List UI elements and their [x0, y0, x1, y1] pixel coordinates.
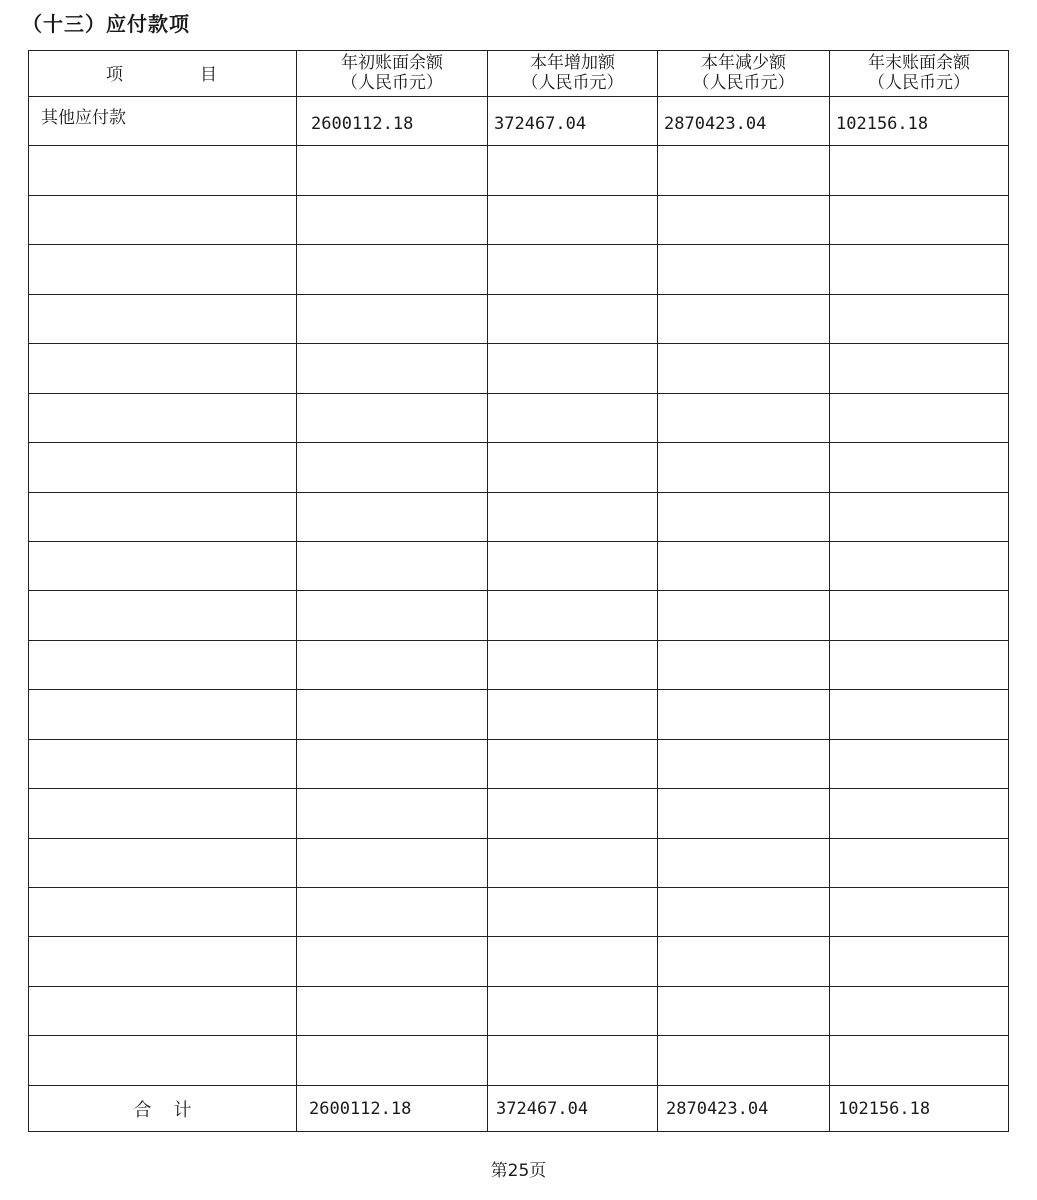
total-decrease: 2870423.04 — [658, 1086, 830, 1132]
item-name-cell — [29, 739, 297, 788]
decrease-cell — [658, 1036, 830, 1086]
decrease-cell — [658, 245, 830, 294]
opening-balance-cell — [297, 344, 488, 393]
decrease-cell — [658, 838, 830, 887]
header-increase-unit: （人民币元） — [521, 73, 624, 93]
decrease-cell — [658, 888, 830, 937]
decrease-cell — [658, 393, 830, 442]
opening-balance-cell — [297, 739, 488, 788]
header-closing-balance-unit: （人民币元） — [868, 73, 970, 93]
decrease-cell — [658, 492, 830, 541]
total-closing-balance: 102156.18 — [830, 1086, 1009, 1132]
increase-cell: 372467.04 — [488, 97, 658, 146]
closing-balance-cell — [830, 789, 1009, 838]
increase-cell — [488, 739, 658, 788]
opening-balance-cell — [297, 1036, 488, 1086]
opening-balance-cell — [297, 937, 488, 986]
closing-balance-cell — [830, 690, 1009, 739]
opening-balance-cell — [297, 986, 488, 1035]
table-row — [29, 937, 1009, 986]
closing-balance-cell — [830, 640, 1009, 689]
closing-balance-cell — [830, 443, 1009, 492]
increase-cell — [488, 245, 658, 294]
table-row — [29, 344, 1009, 393]
item-name-cell — [29, 492, 297, 541]
closing-balance-cell — [830, 393, 1009, 442]
decrease-cell: 2870423.04 — [658, 97, 830, 146]
closing-balance-cell — [830, 739, 1009, 788]
header-item — [29, 51, 297, 97]
section-title: （十三）应付款项 — [22, 12, 190, 36]
table-row — [29, 986, 1009, 1035]
item-name-cell — [29, 838, 297, 887]
total-increase: 372467.04 — [488, 1086, 658, 1132]
table-row — [29, 97, 1009, 146]
increase-cell — [488, 443, 658, 492]
closing-balance-cell — [830, 146, 1009, 195]
increase-cell — [488, 690, 658, 739]
decrease-cell — [658, 294, 830, 343]
opening-balance-cell: 2600112.18 — [297, 97, 488, 146]
header-closing-balance — [830, 51, 1009, 97]
increase-cell — [488, 789, 658, 838]
decrease-cell — [658, 789, 830, 838]
increase-cell — [488, 393, 658, 442]
header-decrease-title: 本年减少额 — [701, 53, 786, 73]
increase-cell — [488, 195, 658, 244]
table-row — [29, 640, 1009, 689]
closing-balance-cell — [830, 591, 1009, 640]
table-row — [29, 541, 1009, 590]
closing-balance-cell — [830, 245, 1009, 294]
payables-table — [28, 50, 1009, 1132]
item-name-cell — [29, 986, 297, 1035]
header-decrease-unit: （人民币元） — [692, 73, 795, 93]
opening-balance-cell — [297, 492, 488, 541]
item-name-cell — [29, 640, 297, 689]
item-name-cell — [29, 195, 297, 244]
table-row — [29, 245, 1009, 294]
item-name-cell — [29, 888, 297, 937]
opening-balance-cell — [297, 294, 488, 343]
total-row — [29, 1086, 1009, 1132]
closing-balance-cell — [830, 986, 1009, 1035]
table-row — [29, 195, 1009, 244]
table-row — [29, 443, 1009, 492]
increase-cell — [488, 937, 658, 986]
decrease-cell — [658, 640, 830, 689]
header-decrease — [658, 51, 830, 97]
table-row — [29, 739, 1009, 788]
opening-balance-cell — [297, 591, 488, 640]
header-increase — [488, 51, 658, 97]
item-name-cell — [29, 245, 297, 294]
increase-cell — [488, 591, 658, 640]
table-row — [29, 789, 1009, 838]
decrease-cell — [658, 195, 830, 244]
closing-balance-cell — [830, 838, 1009, 887]
increase-cell — [488, 838, 658, 887]
opening-balance-cell — [297, 146, 488, 195]
header-opening-balance — [297, 51, 488, 97]
table-row — [29, 492, 1009, 541]
closing-balance-cell: 102156.18 — [830, 97, 1009, 146]
item-name-cell — [29, 591, 297, 640]
header-item-title: 项 目 — [106, 64, 247, 85]
decrease-cell — [658, 146, 830, 195]
item-name-cell — [29, 1036, 297, 1086]
increase-cell — [488, 640, 658, 689]
opening-balance-cell — [297, 393, 488, 442]
item-name-cell — [29, 690, 297, 739]
decrease-cell — [658, 443, 830, 492]
opening-balance-cell — [297, 640, 488, 689]
item-name-cell — [29, 789, 297, 838]
table-row — [29, 1036, 1009, 1086]
decrease-cell — [658, 986, 830, 1035]
item-name-cell — [29, 146, 297, 195]
opening-balance-cell — [297, 443, 488, 492]
table-row — [29, 690, 1009, 739]
increase-cell — [488, 344, 658, 393]
table-header-row — [29, 51, 1009, 97]
total-label: 合计 — [29, 1086, 297, 1132]
header-increase-title: 本年增加额 — [530, 53, 615, 73]
opening-balance-cell — [297, 789, 488, 838]
decrease-cell — [658, 739, 830, 788]
total-opening-balance: 2600112.18 — [297, 1086, 488, 1132]
decrease-cell — [658, 541, 830, 590]
item-name-cell — [29, 443, 297, 492]
closing-balance-cell — [830, 294, 1009, 343]
opening-balance-cell — [297, 541, 488, 590]
table-row — [29, 294, 1009, 343]
closing-balance-cell — [830, 1036, 1009, 1086]
increase-cell — [488, 986, 658, 1035]
increase-cell — [488, 492, 658, 541]
closing-balance-cell — [830, 344, 1009, 393]
item-name-cell: 其他应付款 — [29, 97, 297, 146]
closing-balance-cell — [830, 492, 1009, 541]
table-row — [29, 146, 1009, 195]
opening-balance-cell — [297, 690, 488, 739]
table-row — [29, 838, 1009, 887]
header-opening-balance-title: 年初账面余额 — [341, 53, 443, 73]
increase-cell — [488, 1036, 658, 1086]
decrease-cell — [658, 690, 830, 739]
decrease-cell — [658, 937, 830, 986]
closing-balance-cell — [830, 937, 1009, 986]
item-name-cell — [29, 937, 297, 986]
opening-balance-cell — [297, 245, 488, 294]
item-name-cell — [29, 344, 297, 393]
decrease-cell — [658, 591, 830, 640]
opening-balance-cell — [297, 195, 488, 244]
table-row — [29, 591, 1009, 640]
opening-balance-cell — [297, 838, 488, 887]
header-closing-balance-title: 年末账面余额 — [868, 53, 970, 73]
increase-cell — [488, 888, 658, 937]
closing-balance-cell — [830, 541, 1009, 590]
closing-balance-cell — [830, 888, 1009, 937]
opening-balance-cell — [297, 888, 488, 937]
item-name-cell — [29, 393, 297, 442]
increase-cell — [488, 146, 658, 195]
item-name-cell — [29, 294, 297, 343]
table-row — [29, 393, 1009, 442]
increase-cell — [488, 294, 658, 343]
decrease-cell — [658, 344, 830, 393]
table-row — [29, 888, 1009, 937]
item-name-cell — [29, 541, 297, 590]
page-number: 第25页 — [490, 1161, 547, 1181]
header-opening-balance-unit: （人民币元） — [341, 73, 443, 93]
increase-cell — [488, 541, 658, 590]
closing-balance-cell — [830, 195, 1009, 244]
